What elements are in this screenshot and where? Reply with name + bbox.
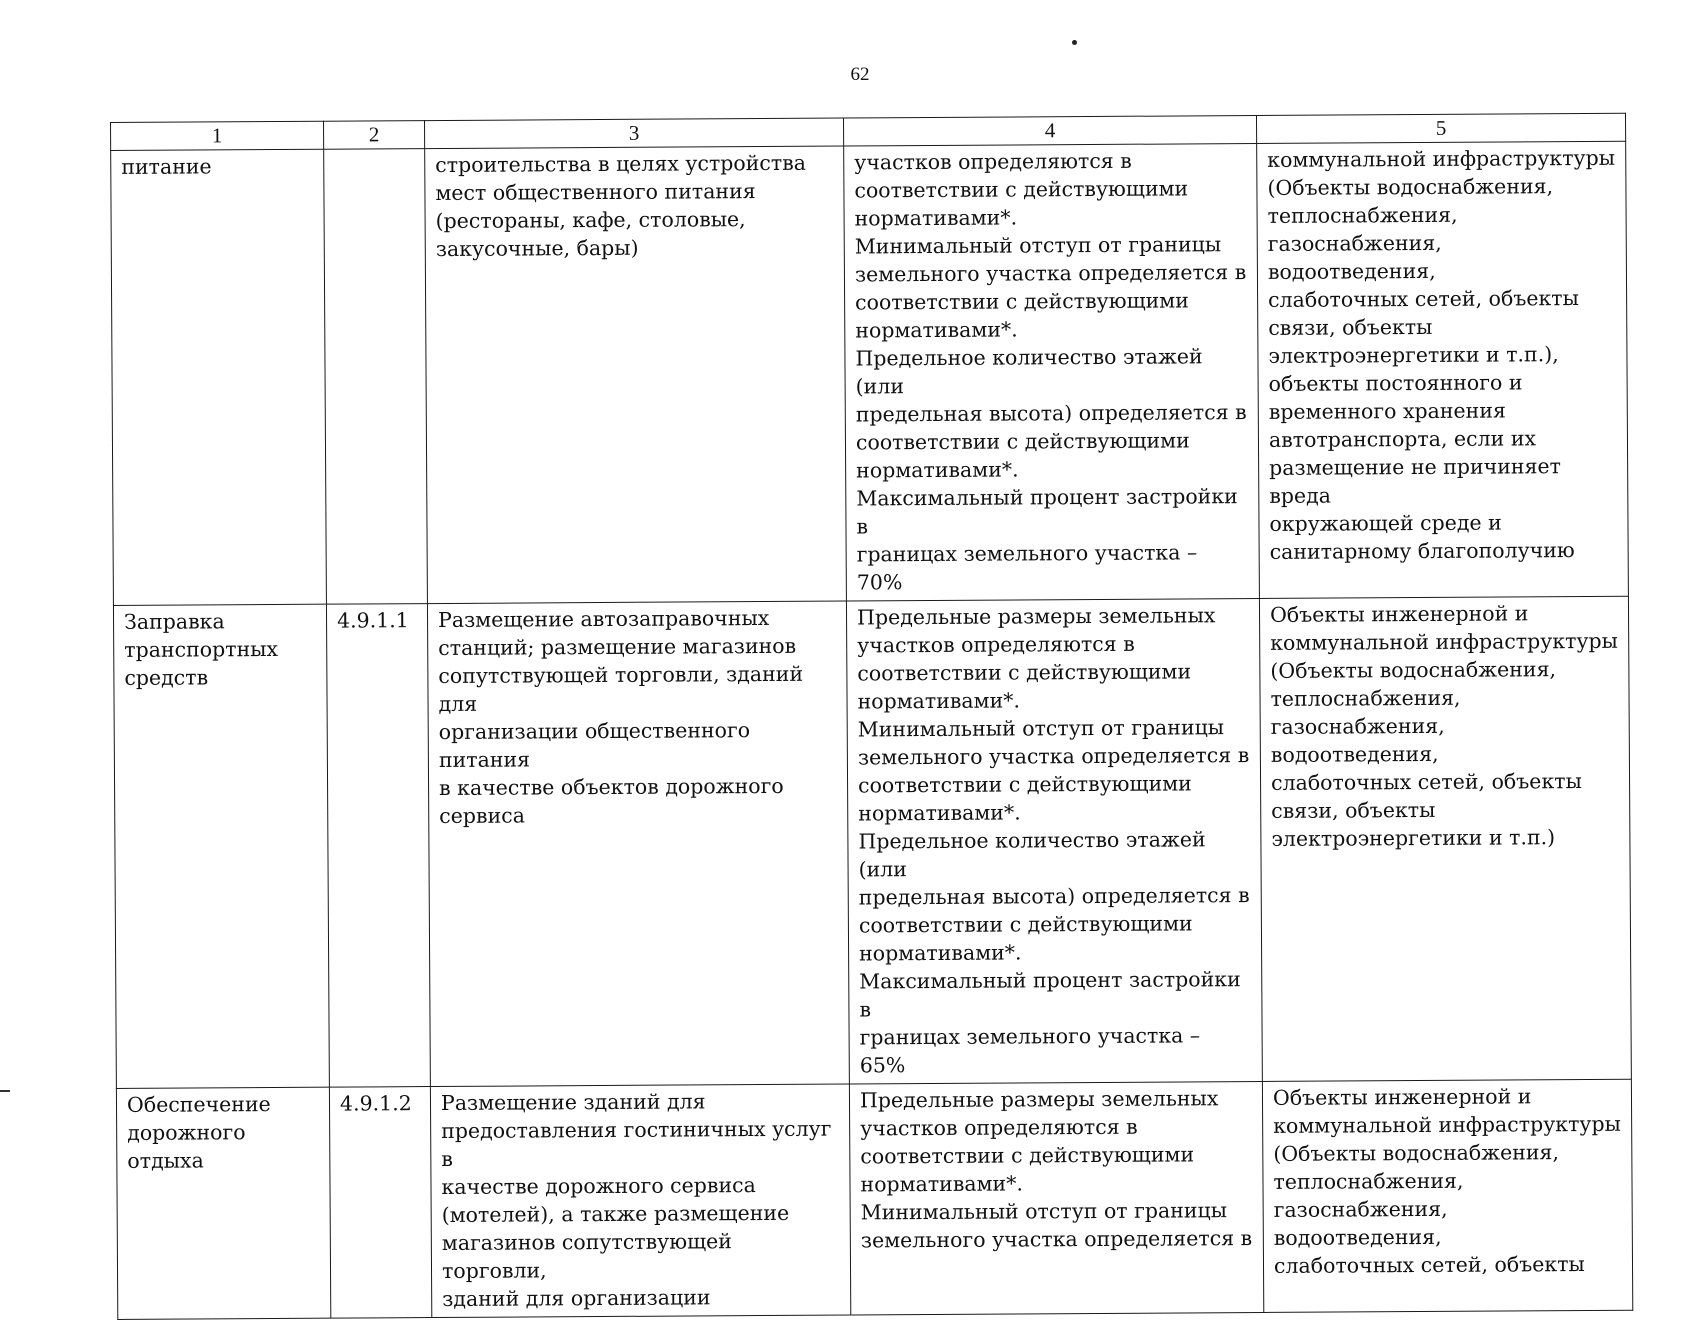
column-header-2: 2 <box>323 121 424 150</box>
use-description: строительства в целях устройства мест общественного питания (рестораны, кафе, столовые, закусочные, бары) <box>435 149 834 263</box>
use-code-cell <box>329 1087 431 1319</box>
use-code: 4.9.1.2 <box>340 1089 420 1117</box>
use-parameters: Предельные размеры земельных участков определяются в соответствии с действующими нормативами*. Минимальный отступ от границы земельного участка определяется в <box>860 1084 1253 1254</box>
use-code: 4.9.1.1 <box>337 606 417 634</box>
use-name-cell <box>111 149 327 605</box>
auxiliary-uses: Объекты инженерной и коммунальной инфраструктуры (Объекты водоснабжения, теплоснабжения, газоснабжения, водоотведения, слаботочных сетей, объекты <box>1273 1082 1622 1280</box>
use-parameters-cell <box>849 1081 1263 1315</box>
auxiliary-uses: Объекты инженерной и коммунальной инфраструктуры (Объекты водоснабжения, теплоснабжения, газоснабжения, водоотведения, слаботочных сетей, объекты связи, объекты электроэнергетики и т.п.) <box>1270 599 1620 853</box>
auxiliary-uses-cell <box>1259 596 1631 1081</box>
use-name: Обеспечение дорожного отдыха <box>127 1090 320 1175</box>
margin-tick <box>0 1090 10 1092</box>
use-parameters-cell <box>846 598 1262 1084</box>
use-name: Заправка транспортных средств <box>124 607 317 692</box>
column-header-5: 5 <box>1256 113 1625 143</box>
use-description-cell <box>427 601 849 1087</box>
page-number: 62 <box>820 64 900 86</box>
use-name: питание <box>121 152 313 181</box>
use-code-cell <box>324 149 428 605</box>
table-row <box>111 141 1629 605</box>
use-code-cell <box>326 604 430 1088</box>
use-description: Размещение автозаправочных станций; размещение магазинов сопутствующей торговли, зданий для организации общественного питания в качестве объектов дорожного сервиса <box>438 604 837 830</box>
auxiliary-uses-cell <box>1257 141 1629 598</box>
auxiliary-uses-cell <box>1262 1079 1632 1312</box>
table-row <box>116 1079 1632 1319</box>
use-description-cell <box>430 1084 850 1318</box>
column-header-1: 1 <box>111 121 324 150</box>
use-description: Размещение зданий для предоставления гостиничных услуг в качестве дорожного сервиса (мотелей), а также размещение магазинов сопутствующей торговли, зданий для организации <box>441 1087 840 1313</box>
use-name-cell <box>116 1087 330 1319</box>
use-parameters-cell <box>844 143 1260 601</box>
scan-dot <box>1072 40 1077 45</box>
use-description-cell <box>425 146 847 604</box>
land-use-table <box>110 113 1633 1320</box>
table-row <box>113 596 1631 1088</box>
use-parameters: Предельные размеры земельных участков определяются в соответствии с действующими нормативами*. Минимальный отступ от границы земельного участка определяется в соответствии с действующими нормативами*. Предельное количество этажей (или предельная высота) определяется в соответствии с действующими нормативами*. Максимальный процент застройки в границах земельного участка – 65% <box>857 601 1252 1079</box>
column-header-4: 4 <box>843 115 1256 146</box>
auxiliary-uses: коммунальной инфраструктуры (Объекты водоснабжения, теплоснабжения, газоснабжения, водоотведения, слаботочных сетей, объекты связи, объекты электроэнергетики и т.п.), объекты постоянного и временного хранения автотранспорта, если их размещение не причиняет вреда окружающей среде и санитарному благополучию <box>1267 144 1618 566</box>
column-header-3: 3 <box>424 118 843 149</box>
use-name-cell <box>113 604 329 1088</box>
use-parameters: участков определяются в соответствии с действующими нормативами*. Минимальный отступ от границы земельного участка определяется в соответствии с действующими нормативами*. Предельное количество этажей (или предельная высота) определяется в соответствии с действующими нормативами*. Максимальный процент застройки в границах земельного участка – 70% <box>854 146 1249 596</box>
